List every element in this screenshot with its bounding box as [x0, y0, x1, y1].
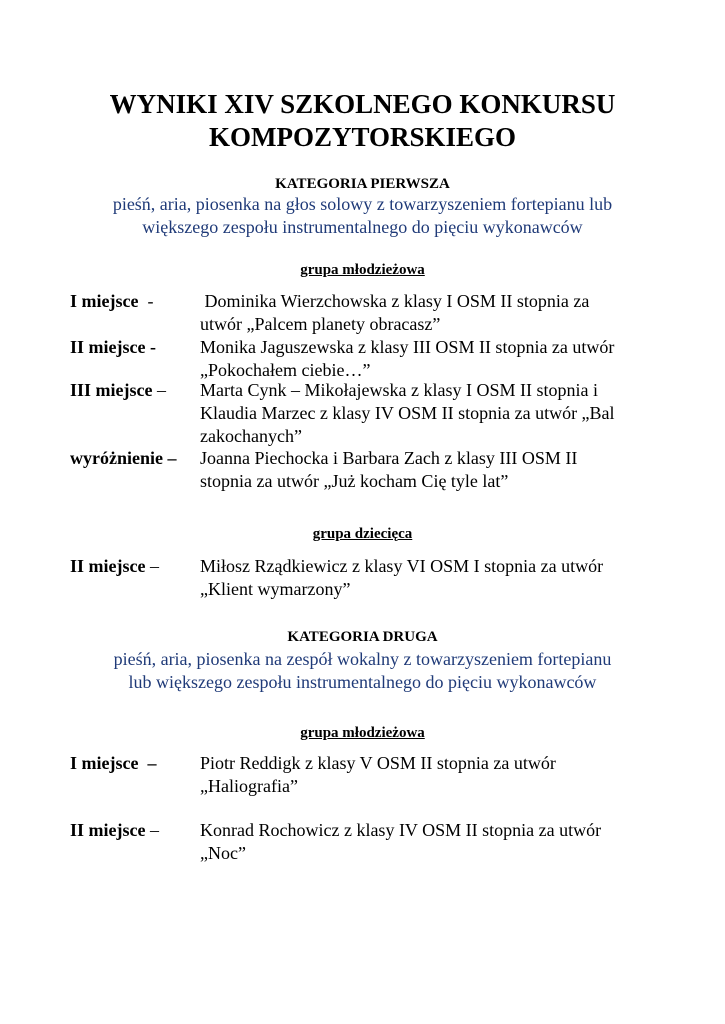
title-line-2: KOMPOZYTORSKIEGO [208, 122, 517, 152]
category-1-description [0, 193, 725, 239]
place-label [70, 379, 200, 402]
result-text [200, 336, 655, 382]
place-label [70, 752, 200, 775]
result-text [200, 290, 655, 336]
result-text [200, 819, 655, 865]
result-line: Dominika Wierzchowska z klasy I OSM II stopnia za [200, 291, 590, 311]
place-separator: – [145, 556, 159, 576]
place-name: II miejsce [70, 820, 146, 840]
place-label [70, 447, 200, 470]
category-2-desc-line-2: lub większego zespołu instrumentalnego do pięciu wykonawców [128, 672, 597, 692]
result-text [200, 752, 655, 798]
result-line: „Pokochałem ciebie…” [200, 360, 371, 380]
place-name: III miejsce [70, 380, 153, 400]
result-line: zakochanych” [200, 426, 302, 446]
category-1-group-2-heading: grupa dziecięca [312, 526, 413, 542]
result-text [200, 447, 655, 493]
category-2-heading: KATEGORIA DRUGA [287, 629, 438, 645]
place-name: I miejsce [70, 291, 139, 311]
place-name: wyróżnienie – [70, 448, 177, 468]
place-label [70, 290, 200, 313]
result-line: „Haliografia” [200, 776, 298, 796]
place-name: I miejsce [70, 753, 139, 773]
page-title [0, 88, 725, 154]
result-line: „Klient wymarzony” [200, 579, 351, 599]
result-text [200, 379, 655, 448]
result-line: stopnia za utwór „Już kocham Cię tyle lat” [200, 471, 509, 491]
place-label [70, 819, 200, 842]
category-2-desc-line-1: pieśń, aria, piosenka na zespół wokalny z towarzyszeniem fortepianu [113, 649, 612, 669]
result-line: Miłosz Rządkiewicz z klasy VI OSM I stopnia za utwór [200, 556, 604, 576]
category-1-group-1-heading: grupa młodzieżowa [300, 262, 425, 278]
place-separator: – [145, 820, 159, 840]
category-1-desc-line-1: pieśń, aria, piosenka na głos solowy z towarzyszeniem fortepianu lub [112, 194, 613, 214]
result-line: Klaudia Marzec z klasy IV OSM II stopnia za utwór „Bal [200, 403, 615, 423]
result-line: „Noc” [200, 843, 246, 863]
place-label [70, 555, 200, 578]
place-name: II miejsce [70, 556, 146, 576]
result-line: Joanna Piechocka i Barbara Zach z klasy III OSM II [200, 448, 578, 468]
title-line-1: WYNIKI XIV SZKOLNEGO KONKURSU [109, 89, 616, 119]
result-line: Piotr Reddigk z klasy V OSM II stopnia za utwór [200, 753, 556, 773]
place-name: II miejsce - [70, 337, 156, 357]
result-line: utwór „Palcem planety obracasz” [200, 314, 441, 334]
place-separator: – [138, 753, 157, 773]
category-1-desc-line-2: większego zespołu instrumentalnego do pięciu wykonawców [142, 217, 583, 237]
place-label [70, 336, 200, 359]
category-2-description [0, 648, 725, 694]
result-text [200, 555, 655, 601]
category-2-group-1-heading: grupa młodzieżowa [300, 725, 425, 741]
result-line: Monika Jaguszewska z klasy III OSM II stopnia za utwór [200, 337, 615, 357]
place-separator: – [152, 380, 166, 400]
category-1-heading: KATEGORIA PIERWSZA [275, 176, 450, 192]
result-line: Marta Cynk – Mikołajewska z klasy I OSM II stopnia i [200, 380, 598, 400]
result-line: Konrad Rochowicz z klasy IV OSM II stopnia za utwór [200, 820, 602, 840]
place-separator: - [138, 291, 154, 311]
